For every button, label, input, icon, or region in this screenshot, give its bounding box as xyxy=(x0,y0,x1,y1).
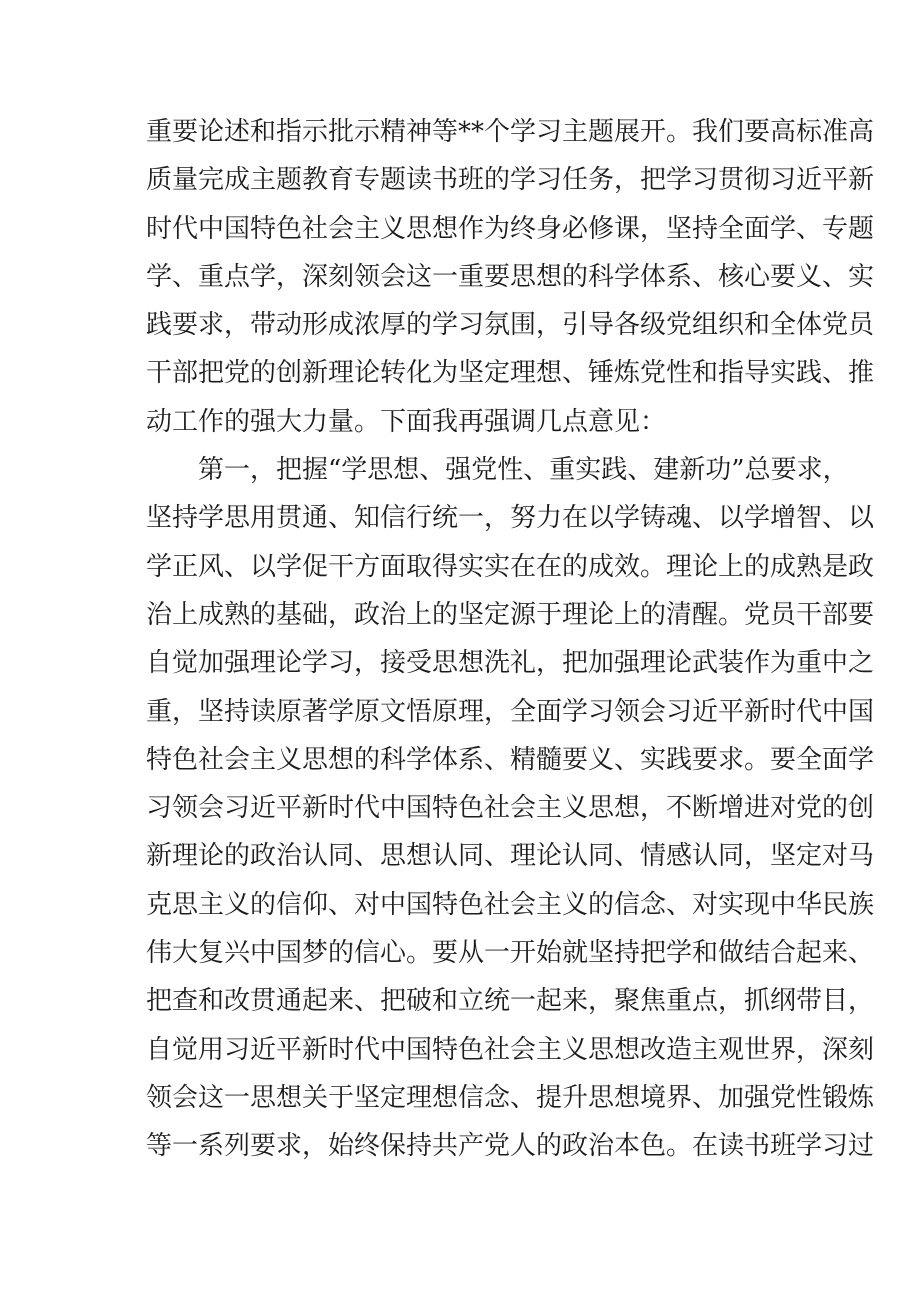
text-line: 学正风、以学促干方面取得实实在在的成效。理论上的成熟是政 xyxy=(146,551,875,582)
text-line: 重，坚持读原著学原文悟原理，全面学习领会习近平新时代中国 xyxy=(146,696,875,727)
text-line: 等一系列要求，始终保持共产党人的政治本色。在读书班学习过 xyxy=(146,1131,875,1162)
text-line: 把查和改贯通起来、把破和立统一起来，聚焦重点，抓纲带目， xyxy=(146,986,875,1017)
text-line: 学、重点学，深刻领会这一重要思想的科学体系、核心要义、实 xyxy=(146,261,875,292)
text-line: 领会这一思想关于坚定理想信念、提升思想境界、加强党性锻炼 xyxy=(146,1082,875,1113)
text-line: 自觉加强理论学习，接受思想洗礼，把加强理论武装作为重中之 xyxy=(146,648,875,679)
text-line: 干部把党的创新理论转化为坚定理想、锤炼党性和指导实践、推 xyxy=(146,358,875,389)
text-line: 新理论的政治认同、思想认同、理论认同、情感认同，坚定对马 xyxy=(146,841,875,872)
text-line: 自觉用习近平新时代中国特色社会主义思想改造主观世界，深刻 xyxy=(146,1034,875,1065)
document-body xyxy=(146,108,875,1219)
text-line: 时代中国特色社会主义思想作为终身必修课，坚持全面学、专题 xyxy=(146,213,875,244)
text-line xyxy=(146,1171,806,1219)
text-line: 动工作的强大力量。下面我再强调几点意见： xyxy=(146,406,667,437)
text-line: 坚持学思用贯通、知信行统一，努力在以学铸魂、以学增智、以 xyxy=(146,503,875,534)
text-line: 质量完成主题教育专题读书班的学习任务，把学习贯彻习近平新 xyxy=(146,165,875,196)
text-line: 重要论述和指示批示精神等**个学习主题展开。我们要高标准高 xyxy=(146,117,875,147)
text-line: 治上成熟的基础，政治上的坚定源于理论上的清醒。党员干部要 xyxy=(146,599,875,630)
paragraph-first-point xyxy=(146,446,875,1219)
text-line: 习领会习近平新时代中国特色社会主义思想，不断增进对党的创 xyxy=(146,793,875,824)
text-line: 特色社会主义思想的科学体系、精髓要义、实践要求。要全面学 xyxy=(146,744,875,775)
text-line: 践要求，带动形成浓厚的学习氛围，引导各级党组织和全体党员 xyxy=(146,310,875,341)
paragraph-intro xyxy=(146,108,875,446)
text-line: 第一，把握“学思想、强党性、重实践、建新功”总要求， xyxy=(198,455,849,486)
text-line: 伟大复兴中国梦的信心。要从一开始就坚持把学和做结合起来、 xyxy=(146,938,875,969)
text-line: 克思主义的信仰、对中国特色社会主义的信念、对实现中华民族 xyxy=(146,889,875,920)
